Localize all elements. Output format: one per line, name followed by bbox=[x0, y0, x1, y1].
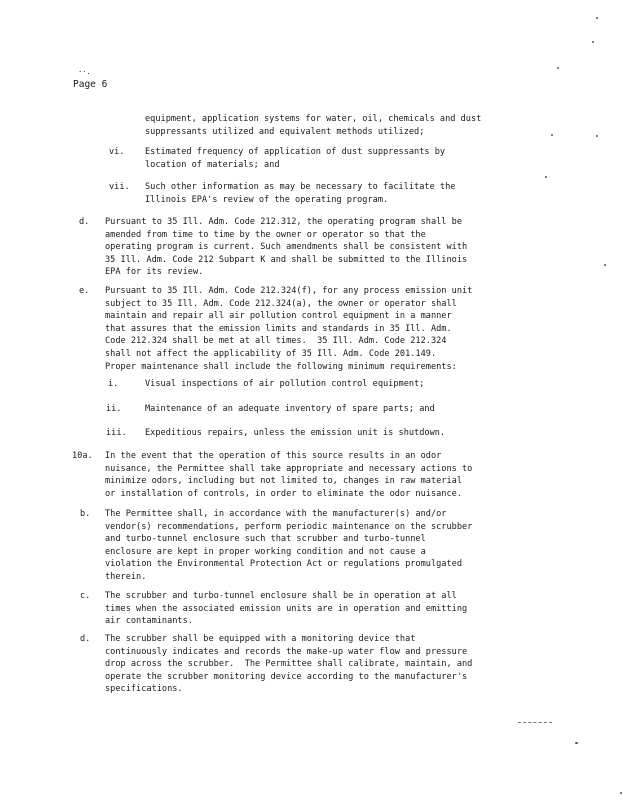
item-10a-text bbox=[105, 450, 472, 500]
text-line: and turbo-tunnel enclosure such that scrubber and turbo-tunnel bbox=[105, 534, 426, 545]
text-line: suppressants utilized and equivalent methods utilized; bbox=[145, 126, 425, 137]
text-line: specifications. bbox=[105, 684, 183, 695]
text-line: continuously indicates and records the make-up water flow and pressure bbox=[105, 646, 468, 657]
text-line: shall not affect the applicability of 35 Ill. Adm. Code 201.149. bbox=[105, 348, 437, 359]
item-c-text bbox=[105, 590, 467, 628]
item-marker-vii: vii. bbox=[109, 182, 130, 192]
header-mark: ··. bbox=[78, 68, 91, 76]
scan-speck bbox=[545, 176, 547, 178]
text-line: nuisance, the Permittee shall take appropriate and necessary actions to bbox=[105, 463, 473, 474]
item-marker-d2: d. bbox=[80, 634, 91, 644]
text-line: enclosure are kept in proper working condition and not cause a bbox=[105, 546, 426, 557]
subitem-i-text: Visual inspections of air pollution control equipment; bbox=[145, 379, 425, 389]
text-line: vendor(s) recommendations, perform periodic maintenance on the scrubber bbox=[105, 521, 473, 532]
item-marker-d: d. bbox=[79, 217, 90, 227]
subitem-ii-text: Maintenance of an adequate inventory of spare parts; and bbox=[145, 404, 435, 414]
subitem-marker-i: i. bbox=[108, 379, 119, 389]
text-line: subject to 35 Ill. Adm. Code 212.324(a), the owner or operator shall bbox=[105, 298, 457, 309]
intro-paragraph bbox=[145, 113, 481, 138]
text-line: The scrubber shall be equipped with a monitoring device that bbox=[105, 634, 416, 644]
text-line: EPA for its review. bbox=[105, 267, 204, 278]
text-line: Pursuant to 35 Ill. Adm. Code 212.312, the operating program shall be bbox=[105, 217, 462, 227]
text-line: equipment, application systems for water, oil, chemicals and dust bbox=[145, 114, 482, 124]
text-line: Such other information as may be necessary to facilitate the bbox=[145, 182, 456, 192]
item-vi-text bbox=[145, 146, 445, 171]
scan-speck bbox=[551, 134, 553, 136]
text-line: operating program is current. Such amendments shall be consistent with bbox=[105, 242, 468, 253]
item-marker-10a: 10a. bbox=[72, 451, 93, 461]
text-line: location of materials; and bbox=[145, 159, 280, 170]
text-line: therein. bbox=[105, 571, 147, 582]
scan-speck bbox=[557, 67, 559, 69]
text-line: Proper maintenance shall include the following minimum requirements: bbox=[105, 361, 457, 372]
text-line: Code 212.324 shall be met at all times. 35 Ill. Adm. Code 212.324 bbox=[105, 336, 447, 347]
text-line: violation the Environmental Protection Act or regulations promulgated bbox=[105, 559, 462, 570]
text-line: air contaminants. bbox=[105, 616, 193, 627]
text-line: 35 Ill. Adm. Code 212 Subpart K and shall be submitted to the Illinois bbox=[105, 254, 468, 265]
text-line: or installation of controls, in order to eliminate the odor nuisance. bbox=[105, 488, 462, 499]
text-line: The Permittee shall, in accordance with the manufacturer(s) and/or bbox=[105, 509, 447, 519]
scan-speck bbox=[575, 742, 578, 744]
item-marker-vi: vi. bbox=[109, 147, 125, 157]
text-line: Illinois EPA's review of the operating program. bbox=[145, 194, 389, 205]
text-line: that assures that the emission limits and standards in 35 Ill. Adm. bbox=[105, 323, 452, 334]
scan-speck bbox=[620, 792, 622, 794]
scan-speck bbox=[596, 17, 598, 19]
subitem-marker-ii: ii. bbox=[106, 404, 122, 414]
subitem-iii-text: Expeditious repairs, unless the emission unit is shutdown. bbox=[145, 428, 446, 438]
scan-speck bbox=[596, 135, 598, 137]
scan-speck bbox=[604, 264, 606, 266]
item-vii-text bbox=[145, 181, 455, 206]
text-line: times when the associated emission units are in operation and emitting bbox=[105, 603, 468, 614]
text-line: maintain and repair all air pollution control equipment in a manner bbox=[105, 311, 452, 322]
scan-dash bbox=[518, 722, 552, 724]
text-line: amended from time to time by the owner or operator so that the bbox=[105, 229, 426, 240]
subitem-marker-iii: iii. bbox=[106, 428, 127, 438]
item-e-text bbox=[105, 285, 472, 373]
item-b-text bbox=[105, 508, 472, 584]
text-line: In the event that the operation of this source results in an odor bbox=[105, 451, 442, 461]
text-line: operate the scrubber monitoring device according to the manufacturer's bbox=[105, 671, 468, 682]
item-d-text bbox=[105, 216, 467, 279]
page-number: Page 6 bbox=[73, 79, 108, 90]
item-marker-c: c. bbox=[80, 591, 91, 601]
text-line: The scrubber and turbo-tunnel enclosure shall be in operation at all bbox=[105, 591, 457, 601]
text-line: drop across the scrubber. The Permittee shall calibrate, maintain, and bbox=[105, 659, 473, 670]
text-line: Pursuant to 35 Ill. Adm. Code 212.324(f), for any process emission unit bbox=[105, 286, 473, 296]
text-line: minimize odors, including but not limited to, changes in raw material bbox=[105, 476, 462, 487]
item-marker-b: b. bbox=[80, 509, 91, 519]
item-d2-text bbox=[105, 633, 472, 696]
item-marker-e: e. bbox=[79, 286, 90, 296]
text-line: Estimated frequency of application of dust suppressants by bbox=[145, 147, 446, 157]
scan-speck bbox=[592, 41, 594, 43]
